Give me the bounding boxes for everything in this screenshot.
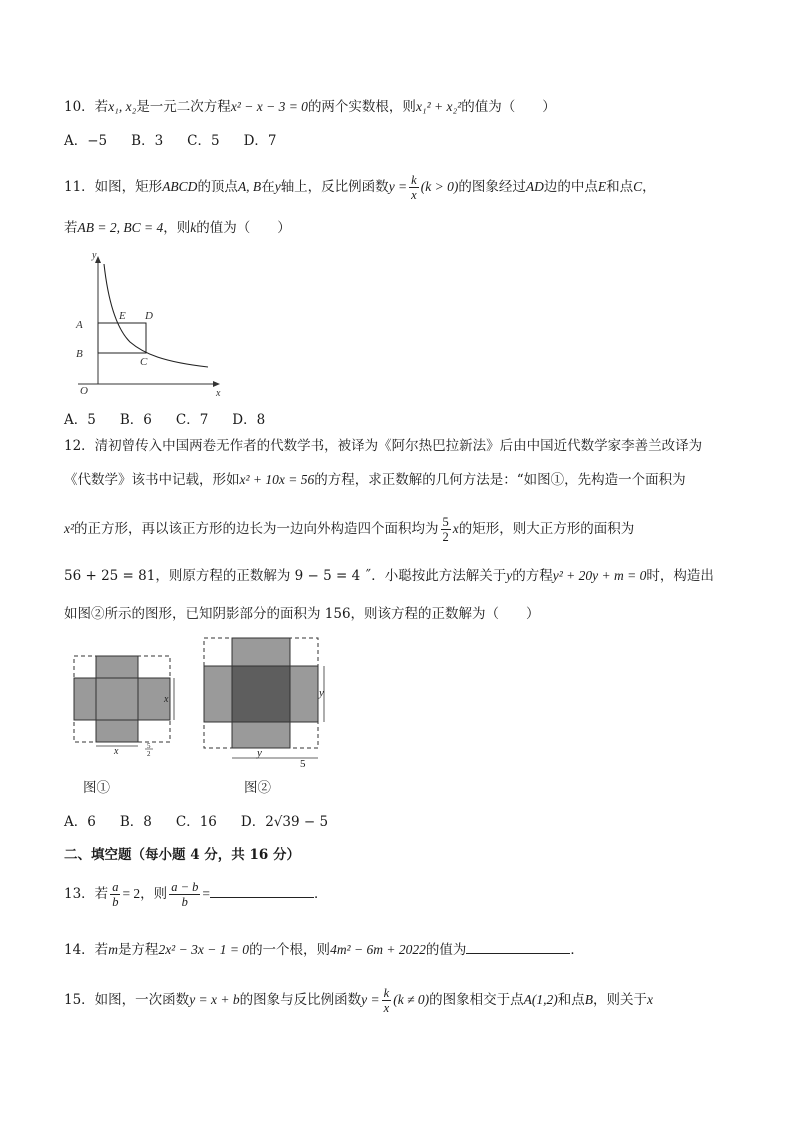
fig1-caption: 图①	[83, 780, 110, 796]
q12-option-c: C．16	[175, 814, 217, 830]
q11-option-c: C．7	[175, 412, 209, 428]
fig2-label-five: 5	[300, 758, 306, 770]
fig2-center-square	[232, 666, 290, 722]
q12-option-a: A．6	[64, 814, 96, 830]
fig2-top-rect	[232, 638, 290, 666]
q12-options	[64, 812, 352, 832]
label-y: y	[92, 250, 97, 261]
q11-figure	[64, 250, 230, 398]
fig1-bottom-rect	[96, 720, 138, 742]
section-2-heading: 二、填空题（每小题 4 分，共 16 分）	[64, 847, 300, 863]
q12-stem-line5: 如图②所示的图形，已知阴影部分的面积为 156，则该方程的正数解为（ ）	[64, 606, 540, 622]
label-c: C	[140, 356, 148, 368]
q11-stem-line1: 11．如图，矩形ABCD的顶点A, B在y轴上，反比例函数y = $\frac{k}{x}$ (k > 0)的图象经过AD边的中点E和点C，	[64, 173, 656, 202]
q10-option-b: B．3	[131, 133, 164, 149]
fig1-frac-den: 2	[147, 750, 151, 758]
fig2-label-side: y	[319, 687, 324, 699]
fig1-frac-num: 5	[147, 742, 151, 750]
fig2-bottom-rect	[232, 722, 290, 748]
q15-stem: 15．如图，一次函数y = x + b的图象与反比例函数y = $\frac{k}{x}$ (k ≠ 0)的图象相交于点A(1,2)和点B，则关于x	[64, 986, 653, 1015]
q12-option-b: B．8	[119, 814, 152, 830]
fig1-label-bottom: x	[114, 746, 119, 757]
q11-stem-line2: 若AB = 2, BC = 4，则k的值为（ ）	[64, 220, 291, 236]
q10-option-a: A．−5	[64, 133, 108, 149]
fig2-caption: 图②	[244, 780, 271, 796]
fig1-middle-band	[74, 678, 170, 720]
q11-option-a: A．5	[64, 412, 96, 428]
q12-stem-line2: 《代数学》该书中记载，形如x² + 10x = 56的方程，求正数解的几何方法是：“如图①，先构造一个面积为	[64, 472, 686, 488]
q12-figure-1	[66, 650, 186, 758]
fig2-label-bottom: y	[257, 747, 262, 759]
fig1-label-side: x	[164, 694, 169, 705]
q10-options	[64, 131, 301, 151]
q10-option-d: D．7	[243, 133, 277, 149]
q10-option-c: C．5	[187, 133, 220, 149]
q14-answer-blank[interactable]	[466, 939, 570, 954]
fig1-top-rect	[96, 656, 138, 678]
label-o: O	[80, 385, 88, 397]
q13-answer-blank[interactable]	[210, 883, 314, 898]
q14-stem: 14．若m是方程2x² − 3x − 1 = 0的一个根，则4m² − 6m + 2022的值为 ．	[64, 939, 584, 960]
x-axis-arrow	[213, 381, 220, 387]
label-b: B	[76, 348, 83, 360]
q12-figure-2	[198, 632, 338, 768]
q11-option-b: B．6	[119, 412, 152, 428]
label-d: D	[145, 310, 153, 322]
q11-options	[64, 410, 289, 430]
q13-stem: 13．若 $\frac{a}{b}$ = 2，则 $\frac{a - b}{b}$ = ．	[64, 880, 328, 909]
fig2-right-rect	[290, 666, 318, 722]
q12-stem-line3: x²的正方形，再以该正方形的边长为一边向外构造四个面积均为 $\frac{5}{2}$ x的矩形，则大正方形的面积为	[64, 515, 635, 544]
q12-stem-line4: 56 + 25 = 81，则原方程的正数解为 9 − 5 = 4 ˝．小聪按此方法解关于y的方程y² + 20y + m = 0时，构造出	[64, 568, 714, 584]
label-e: E	[119, 310, 126, 322]
q12-stem-line1: 12．清初曾传入中国两卷无作者的代数学书，被译为《阿尔热巴拉新法》后由中国近代数学家李善兰改译为	[64, 438, 703, 454]
label-x: x	[216, 388, 221, 399]
label-a: A	[76, 319, 83, 331]
q11-option-d: D．8	[232, 412, 266, 428]
fig2-left-rect	[204, 666, 232, 722]
q12-option-d: D．2√39 − 5	[240, 814, 329, 830]
q10-stem: 10．若x₁, x₂是一元二次方程x² − x − 3 = 0的两个实数根，则x₁² + x₂²的值为（ ）	[64, 99, 556, 115]
